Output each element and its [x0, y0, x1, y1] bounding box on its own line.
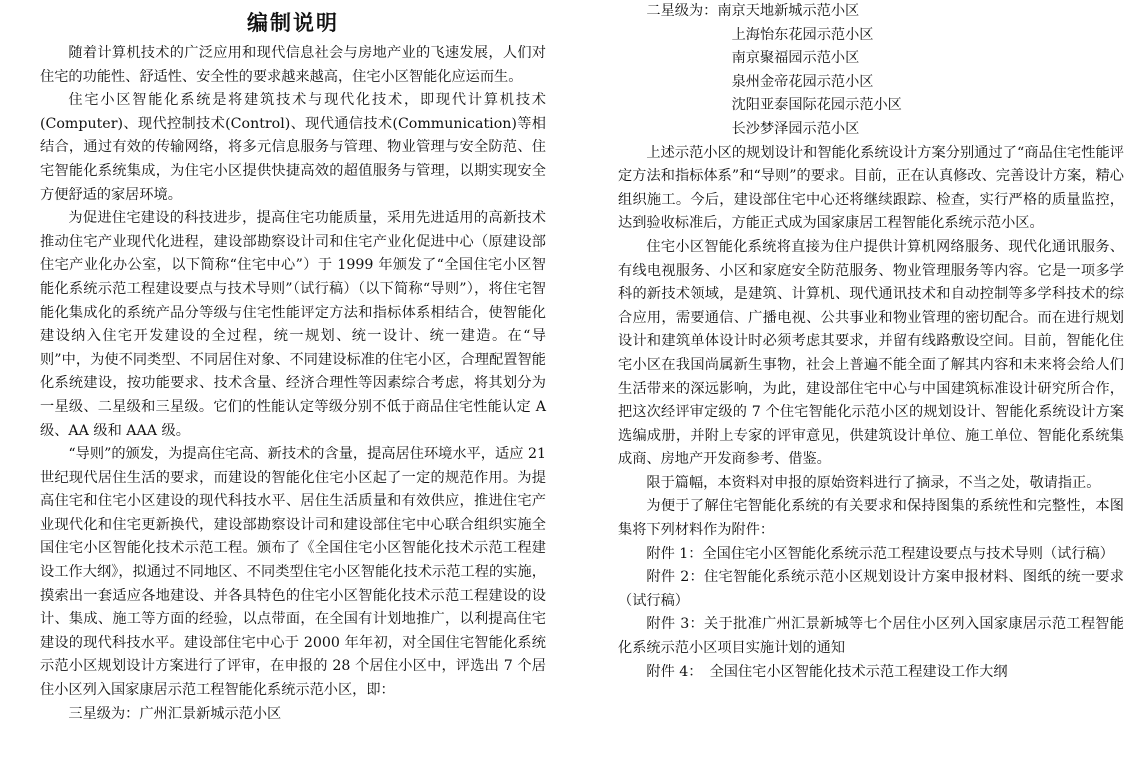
- appendix-intro-paragraph: 为便于了解住宅智能化系统的有关要求和保持图集的系统性和完整性，本图集将下列材料作为附件：: [618, 498, 1124, 539]
- appendix-item: 附件 1：全国住宅小区智能化系统示范工程建设要点与技术导则（试行稿）: [646, 545, 1114, 562]
- two-star-list: [618, 0, 1124, 142]
- guideline-paragraph: 为促进住宅建设的科技进步，提高住宅功能质量，采用先进适用的高新技术推动住宅产业现代化进程，建设部勘察设计司和住宅产业化促进中心（原建设部住宅产业化办公室，以下简称“住宅中心”）于 1999 年颁发了“全国住宅小区智能化系统示范工程建设要点与技术导则”（试行稿）（以下简称“导则”），将住宅智能化集成化的系统产品分等级与住宅性能评定方法和指标体系相结合，使智能化建设纳入住宅开发建设的全过程，统一规划、统一设计、统一建造。在“导则”中，为使不同类型、不同居住对象、不同建设标准的住宅小区，合理配置智能化系统建设，按功能要求、技术含量、经济合理性等因素综合考虑，将其划分为一星级、二星级和三星级。它们的性能认定等级分别不低于商品住宅性能认定 A 级、AA 级和 AAA 级。: [40, 210, 546, 439]
- demonstration-paragraph: “导则”的颁发，为提高住宅高、新技术的含量，提高居住环境水平，适应 21 世纪现代居住生活的要求，而建设的智能化住宅小区起了一定的规范作用。为提高住宅和住宅小区建设的现代科技水平、居住生活质量和有效供应，推进住宅产业现代化和住宅更新换代，建设部勘察设计司和建设部住宅中心联合组织实施全国住宅小区智能化技术示范工程。颁布了《全国住宅小区智能化技术示范工程建设工作大纲》，拟通过不同地区、不同类型住宅小区智能化技术示范工程的实施，摸索出一套适应各地建设、并各具特色的住宅小区智能化技术示范工程建设的设计、集成、施工等方面的经验，以点带面，在全国有计划地推广，以利提高住宅建设的现代科技水平。建设部住宅中心于 2000 年年初，对全国住宅智能化系统示范小区规划设计方案进行了评审，在申报的 28 个居住小区中，评选出 7 个居住小区列入国家康居示范工程智能化系统示范小区，即：: [40, 446, 546, 699]
- two-star-item: 长沙梦泽园示范小区: [731, 120, 860, 137]
- intro-paragraph: 随着计算机技术的广泛应用和现代信息社会与房地产业的飞速发展，人们对住宅的功能性、舒适性、安全性的要求越来越高，住宅小区智能化应运而生。: [40, 45, 546, 85]
- system-services-paragraph: 住宅小区智能化系统将直接为住户提供计算机网络服务、现代化通讯服务、有线电视服务、小区和家庭安全防范服务、物业管理服务等内容。它是一项多学科的新技术领域，是建筑、计算机、现代通讯技术和自动控制等多学科技术的综合应用，需要通信、广播电视、公共事业和物业管理的密切配合。而在进行规划设计和建筑单体设计时必须考虑其要求，并留有线路敷设空间。目前，智能化住宅小区在我国尚属新生事物，社会上普遍不能全面了解其内容和未来将会给人们生活带来的深远影响，为此，建设部住宅中心与中国建筑标准设计研究所合作，把这次经评审定级的 7 个住宅智能化示范小区的规划设计、智能化系统设计方案选编成册，并附上专家的评审意见，供建筑设计单位、施工单位、智能化系统集成商、房地产开发商参考、借鉴。: [618, 238, 1124, 468]
- two-star-item: 泉州金帝花园示范小区: [731, 73, 874, 90]
- page-title: 编制说明: [247, 10, 339, 35]
- left-column: [40, 0, 546, 780]
- appendix-item: 附件 4： 全国住宅小区智能化技术示范工程建设工作大纲: [646, 663, 1008, 680]
- three-star-list: [40, 703, 546, 727]
- definition-paragraph: 住宅小区智能化系统是将建筑技术与现代化技术，即现代计算机技术(Computer)、现代控制技术(Control)、现代通信技术(Communication)等相结合，通过有效的传输网络，将多元信息服务与管理、物业管理与安全防范、住宅智能化系统集成，为住宅小区提供快捷高效的超值服务与管理，以期实现安全方便舒适的家居环境。: [40, 92, 546, 203]
- two-star-item: 沈阳亚泰国际花园示范小区: [731, 97, 902, 114]
- two-star-item: 南京聚福园示范小区: [731, 50, 860, 67]
- right-column: [618, 0, 1124, 780]
- disclaimer-paragraph: 限于篇幅，本资料对申报的原始资料进行了摘录，不当之处，敬请指正。: [646, 474, 1101, 491]
- appendix-item: 附件 3：关于批准广州汇景新城等七个居住小区列入国家康居示范工程智能化系统示范小区项目实施计划的通知: [618, 616, 1124, 657]
- design-status-paragraph: 上述示范小区的规划设计和智能化系统设计方案分别通过了“商品住宅性能评定方法和指标体系”和“导则”的要求。目前，正在认真修改、完善设计方案，精心组织施工。今后，建设部住宅中心还将继续跟踪、检查，实行严格的质量监控，达到验收标准后，方能正式成为国家康居工程智能化系统示范小区。: [618, 144, 1124, 232]
- two-star-item: 南京天地新城示范小区: [717, 3, 860, 19]
- two-star-label: 二星级为：: [646, 3, 718, 19]
- three-star-item: 三星级为：广州汇景新城示范小区: [68, 705, 282, 722]
- two-star-item: 上海怡东花园示范小区: [731, 26, 874, 43]
- appendix-item: 附件 2：住宅智能化系统示范小区规划设计方案申报材料、图纸的统一要求（试行稿）: [618, 569, 1124, 609]
